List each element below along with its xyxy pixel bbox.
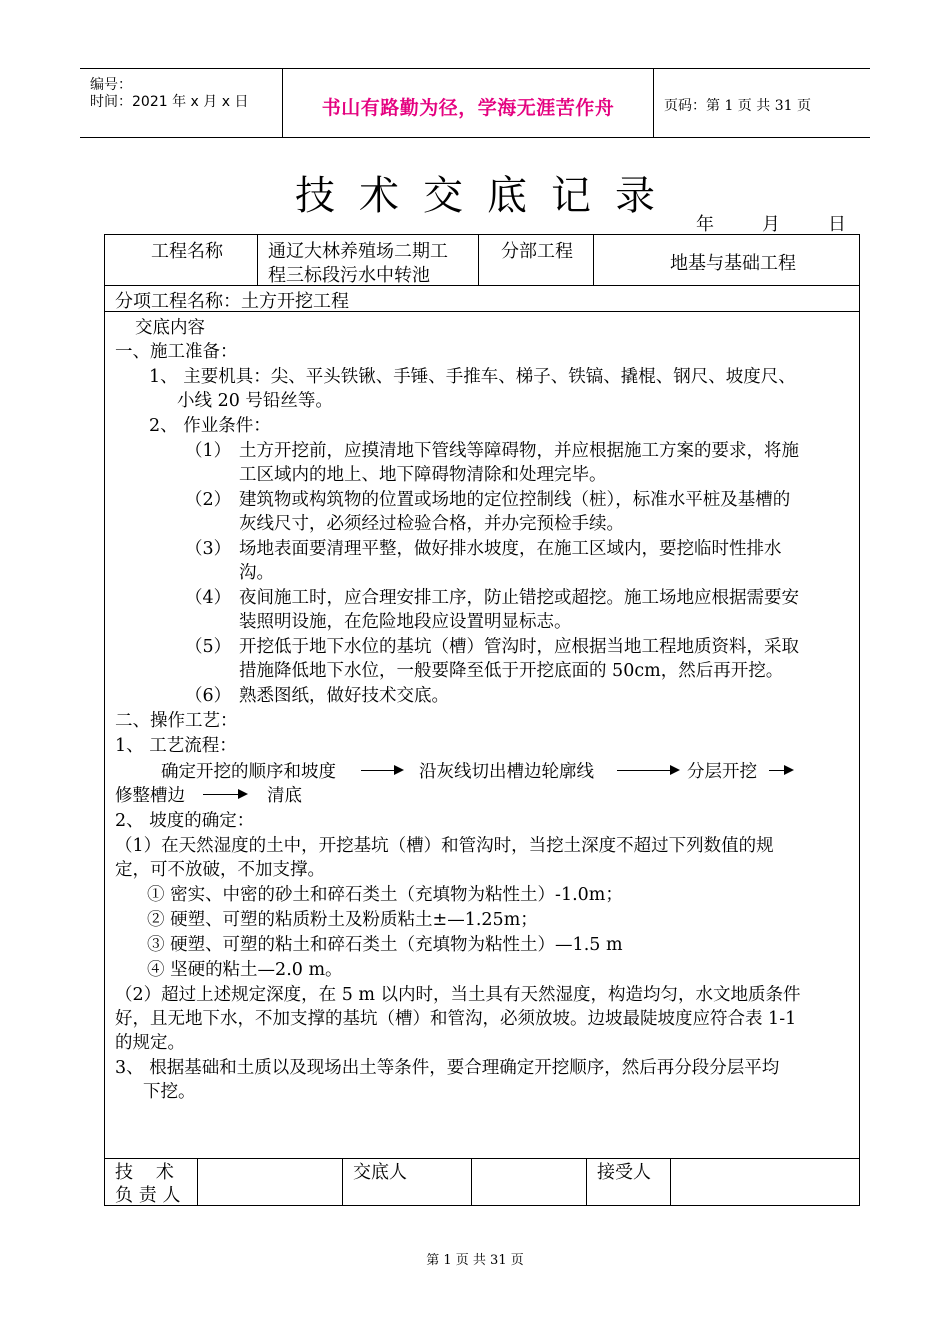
- slope-rule-2-line1: （2）超过上述规定深度，在 5 m 以内时，当土具有天然湿度，构造均匀，水文地质条件: [115, 985, 801, 1005]
- slope-soil-b: ② 硬塑、可塑的粘质粉土及粉质粘土±—1.25m；: [147, 910, 538, 930]
- record-table: [104, 234, 860, 1206]
- date-day: 日: [828, 214, 846, 235]
- condition-4-line1: 夜间施工时，应合理安排工序，防止错挖或超挖。施工场地应根据需要安: [239, 588, 799, 608]
- condition-1-line1: 土方开挖前，应摸清地下管线等障碍物，并应根据施工方案的要求，将施: [239, 441, 799, 461]
- document-time-label: 时间：2021 年 x 月 x 日: [90, 94, 249, 110]
- condition-6-line1: 熟悉图纸，做好技术交底。: [239, 686, 449, 706]
- page-footer: 第 1 页 共 31 页: [426, 1253, 524, 1268]
- flow-arrow-2: [617, 770, 671, 771]
- condition-5-line1: 开挖低于地下水位的基坑（槽）管沟时，应根据当地工程地质资料，采取: [239, 637, 799, 657]
- slope-rule-2-line3: 的规定。: [115, 1033, 185, 1053]
- slope-soil-d: ④ 坚硬的粘土—2.0 m。: [147, 960, 343, 980]
- division-label: 分部工程: [501, 241, 573, 262]
- receiver-label-cell: [587, 1159, 671, 1205]
- flow-arrow-3: [769, 770, 785, 771]
- project-name-label: 工程名称: [151, 241, 223, 262]
- condition-5-num: （5）: [185, 637, 232, 657]
- handover-label-cell: [343, 1159, 472, 1205]
- flow-step-1: 确定开挖的顺序和坡度: [161, 762, 336, 782]
- content-heading: 交底内容: [135, 318, 205, 338]
- project-name-label-cell: [105, 235, 258, 285]
- document-header: [80, 68, 870, 138]
- document-title: 技术交底记录: [295, 173, 679, 219]
- condition-1-num: （1）: [185, 441, 232, 461]
- item-1-line1: 1、 主要机具：尖、平头铁锹、手锤、手推车、梯子、铁镐、撬棍、钢尺、坡度尺、: [149, 367, 796, 387]
- handover-signature-cell[interactable]: [472, 1159, 587, 1205]
- subitem-row: [105, 286, 859, 312]
- flow-step-5: 清底: [267, 786, 302, 806]
- condition-2-line1: 建筑物或构筑物的位置或场地的定位控制线（桩），标准水平桩及基槽的: [239, 490, 791, 510]
- division-value-cell: [594, 235, 859, 285]
- condition-4-line2: 装照明设施，在危险地段应设置明显标志。: [239, 612, 572, 632]
- project-name-value-line1: 通辽大林养殖场二期工: [268, 241, 448, 262]
- division-value: 地基与基础工程: [670, 253, 796, 274]
- handover-content: [105, 312, 859, 1159]
- division-label-cell: [479, 235, 594, 285]
- header-info-cell: [80, 69, 283, 137]
- condition-3-num: （3）: [185, 539, 232, 559]
- slope-soil-a: ① 密实、中密的砂土和碎石类土（充填物为粘性土）-1.0m；: [147, 885, 623, 905]
- project-name-value-cell: [258, 235, 479, 285]
- item-3-line1: 3、 根据基础和土质以及现场出土等条件，要合理确定开挖顺序，然后再分段分层平均: [115, 1058, 780, 1078]
- slope-title: 2、 坡度的确定：: [115, 811, 255, 831]
- flow-arrow-1: [361, 770, 395, 771]
- condition-2-line2: 灰线尺寸，必须经过检验合格，并办完预检手续。: [239, 514, 624, 534]
- condition-4-num: （4）: [185, 588, 232, 608]
- condition-3-line2: 沟。: [239, 563, 274, 583]
- receiver-signature-cell[interactable]: [671, 1159, 859, 1205]
- subitem-name: 分项工程名称：土方开挖工程: [115, 291, 349, 312]
- condition-3-line1: 场地表面要清理平整，做好排水坡度，在施工区域内，要挖临时性排水: [239, 539, 782, 559]
- section-1-heading: 一、施工准备：: [115, 342, 238, 362]
- item-2: 2、 作业条件：: [149, 416, 271, 436]
- flow-step-3: 分层开挖: [687, 762, 757, 782]
- item-1-line2: 小线 20 号铅丝等。: [177, 391, 333, 411]
- flow-arrow-4: [203, 794, 239, 795]
- page-info: 页码：第 1 页 共 31 页: [664, 98, 811, 114]
- condition-2-num: （2）: [185, 490, 232, 510]
- slope-rule-1-line1: （1）在天然湿度的土中，开挖基坑（槽）和管沟时，当挖土深度不超过下列数值的规: [115, 836, 774, 856]
- flow-step-4: 修整槽边: [115, 786, 185, 806]
- date-line: [648, 210, 846, 236]
- item-3-line2: 下挖。: [143, 1082, 196, 1102]
- motto-text: 书山有路勤为径，学海无涯苦作舟: [321, 97, 615, 119]
- project-row: [105, 235, 859, 286]
- project-name-value-line2: 程三标段污水中转池: [268, 265, 430, 286]
- slope-rule-2-line2: 好，且无地下水，不加支撑的基坑（槽）和管沟，必须放坡。边坡最陡坡度应符合表 1-1: [115, 1009, 797, 1029]
- date-year: 年: [696, 214, 714, 235]
- slope-rule-1-line2: 定，可不放破，不加支撑。: [115, 860, 325, 880]
- section-2-heading: 二、操作工艺：: [115, 711, 238, 731]
- header-page-cell: [654, 69, 870, 137]
- receiver-label: 接受人: [597, 1162, 651, 1183]
- tech-lead-label-line1: 技 术: [115, 1162, 174, 1183]
- header-motto-cell: [283, 69, 654, 137]
- tech-lead-label-cell: [105, 1159, 198, 1205]
- condition-6-num: （6）: [185, 686, 232, 706]
- document-number-label: 编号：: [90, 77, 132, 93]
- flow-title: 1、 工艺流程：: [115, 736, 237, 756]
- condition-1-line2: 工区域内的地上、地下障碍物清除和处理完毕。: [239, 465, 607, 485]
- tech-lead-signature-cell[interactable]: [198, 1159, 343, 1205]
- condition-5-line2: 措施降低地下水位，一般要降至低于开挖底面的 50cm，然后再开挖。: [239, 661, 784, 681]
- tech-lead-label-line2: 负 责 人: [115, 1185, 181, 1206]
- handover-label: 交底人: [353, 1162, 407, 1183]
- date-month: 月: [762, 214, 780, 235]
- slope-soil-c: ③ 硬塑、可塑的粘土和碎石类土（充填物为粘性土）—1.5 m: [147, 935, 623, 955]
- flow-step-2: 沿灰线切出槽边轮廓线: [419, 762, 594, 782]
- signature-row: [105, 1159, 859, 1205]
